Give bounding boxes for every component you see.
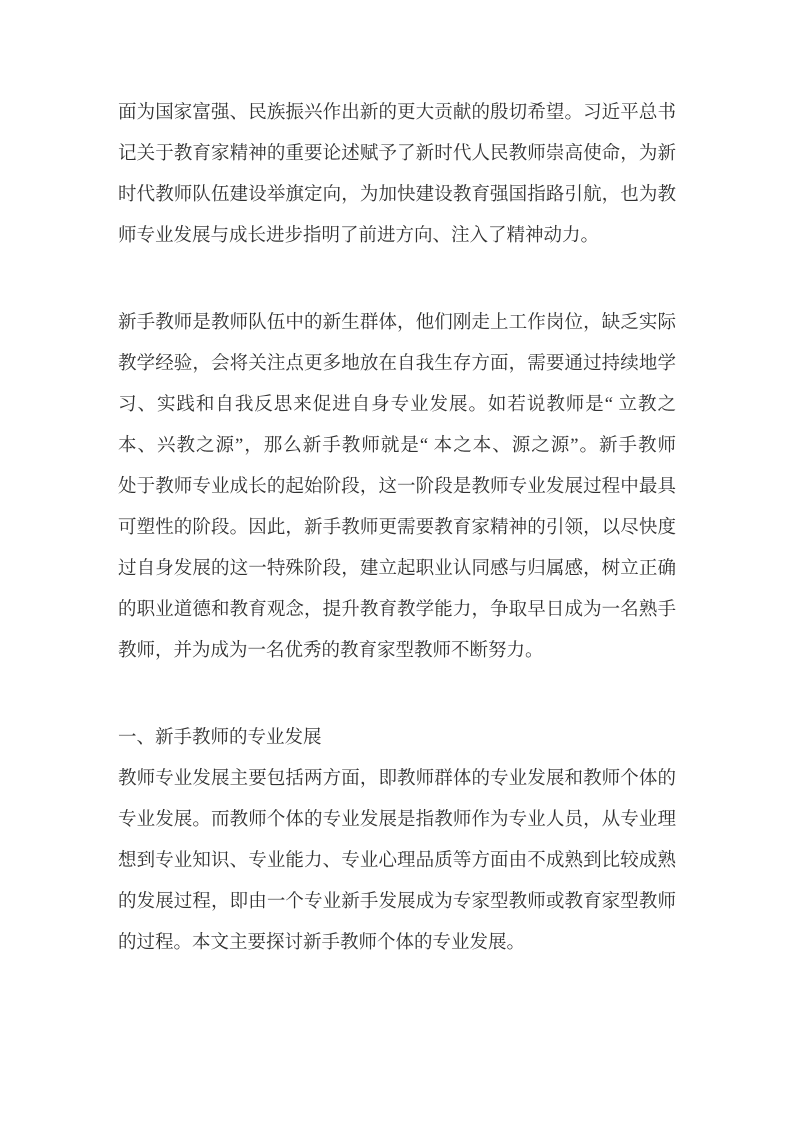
text-line: 面为国家富强、民族振兴作出新的更大贡献的殷切希望。习近平总书: [118, 103, 676, 123]
paragraph: [118, 759, 676, 964]
text-line: 本、兴教之源”，那么新手教师就是“ 本之本、源之源”。新手教师: [118, 436, 676, 456]
text-line: 记关于教育家精神的重要论述赋予了新时代人民教师崇高使命，为新: [118, 144, 676, 164]
heading-line: 一、新手教师的专业发展: [118, 728, 322, 748]
document-text-block: [118, 93, 676, 1010]
text-line: 想到专业知识、专业能力、专业心理品质等方面由不成熟到比较成熟: [118, 851, 676, 871]
text-line: 可塑性的阶段。因此，新手教师更需要教育家精神的引领，以尽快度: [118, 518, 676, 538]
text-line: 习、实践和自我反思来促进自身专业发展。如若说教师是“ 立教之: [118, 395, 676, 415]
paragraph: [118, 303, 676, 672]
paragraph: [118, 93, 676, 257]
text-line: 处于教师专业成长的起始阶段，这一阶段是教师专业发展过程中最具: [118, 477, 676, 497]
text-line: 新手教师是教师队伍中的新生群体，他们刚走上工作岗位，缺乏实际: [118, 313, 676, 333]
text-line: 专业发展。而教师个体的专业发展是指教师作为专业人员，从专业理: [118, 810, 676, 830]
text-line: 教师，并为成为一名优秀的教育家型教师不断努力。: [118, 641, 544, 661]
text-line: 师专业发展与成长进步指明了前进方向、注入了精神动力。: [118, 226, 600, 246]
text-line: 教师专业发展主要包括两方面，即教师群体的专业发展和教师个体的: [118, 769, 676, 789]
text-line: 的发展过程，即由一个专业新手发展成为专家型教师或教育家型教师: [118, 892, 676, 912]
text-line: 的过程。本文主要探讨新手教师个体的专业发展。: [118, 933, 526, 953]
section-heading: [118, 718, 676, 759]
text-line: 过自身发展的这一特殊阶段，建立起职业认同感与归属感，树立正确: [118, 559, 676, 579]
text-line: 的职业道德和教育观念，提升教育教学能力，争取早日成为一名熟手: [118, 600, 676, 620]
text-line: 教学经验，会将关注点更多地放在自我生存方面，需要通过持续地学: [118, 354, 676, 374]
text-line: 时代教师队伍建设举旗定向，为加快建设教育强国指路引航，也为教: [118, 185, 676, 205]
